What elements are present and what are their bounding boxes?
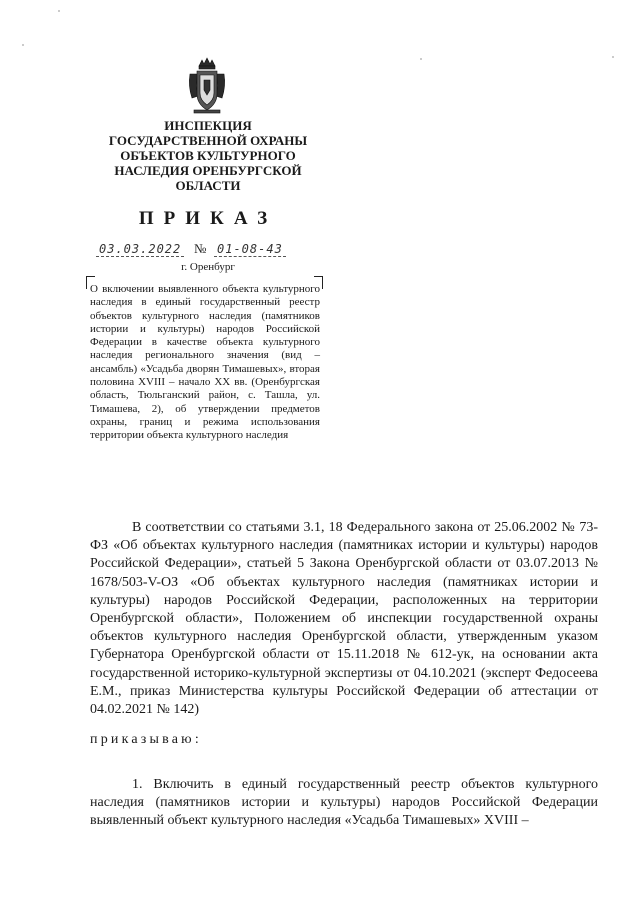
organization-name — [90, 118, 326, 193]
scan-speck — [22, 44, 24, 46]
preamble-paragraph: В соответствии со статьями 3.1, 18 Федерального закона от 25.06.2002 № 73-ФЗ «Об объектах культурного наследия (памятниках истории и культуры) народов Российской Федерации», статьей 5 Закона Оренбургской области от 03.07.2013 № 1678/503-V-ОЗ «Об объектах культурного наследия (памятниках истории и культуры) народов Российской Федерации, расположенных на территории Оренбургской области», Положением об инспекции государственной охраны объектов культурного наследия Оренбургской области, утвержденным указом Губернатора Оренбургской области от 15.11.2018 № 612-ук, на основании акта государственной историко-культурной экспертизы от 04.10.2021 (эксперт Федосеева Е.М., приказ Министерства культуры Российской Федерации об аттестации от 04.02.2021 № 142) — [90, 520, 598, 718]
org-name-line: ИНСПЕКЦИЯ — [164, 118, 252, 133]
coat-of-arms-icon — [186, 56, 228, 116]
scan-speck — [612, 56, 614, 58]
org-name-line: ГОСУДАРСТВЕННОЙ ОХРАНЫ — [108, 133, 308, 148]
order-item-1: 1. Включить в единый государственный реестр объектов культурного наследия (памятников истории и культуры) народов Российской Федерации выявленный объект культурного наследия «Усадьба Тимашевых» XVIII – — [90, 777, 598, 829]
city-label: г. Оренбург — [181, 261, 235, 273]
document-title: ПРИКАЗ — [138, 208, 278, 229]
order-date-handwritten: 03.03.2022 — [96, 242, 184, 257]
order-word: приказываю: — [90, 732, 202, 747]
org-name-line: ОБЪЕКТОВ КУЛЬТУРНОГО — [120, 148, 296, 163]
order-subject: О включении выявленного объекта культурного наследия в единый государственный реестр объектов культурного наследия (памятников истории и культуры) народов Российской Федерации в качестве объекта культурного наследия регионального значения (вид – ансамбль) «Усадьба дворян Тимашевых», вторая половина XVIII – начало XX вв. (Оренбургская область, Тюльганский район, с. Ташла, ул. Тимашева, 2), об утверждении предметов охраны, границ и режима использования территории объекта культурного наследия — [90, 283, 320, 442]
scan-speck — [420, 58, 422, 60]
org-name-line: ОБЛАСТИ — [175, 178, 241, 193]
order-number-handwritten: 01-08-43 — [214, 242, 286, 257]
order-number-sign: № — [194, 241, 207, 256]
order-date — [96, 241, 184, 257]
order-number — [214, 241, 286, 257]
org-name-line: НАСЛЕДИЯ ОРЕНБУРГСКОЙ — [114, 163, 302, 178]
scan-speck — [58, 10, 60, 12]
